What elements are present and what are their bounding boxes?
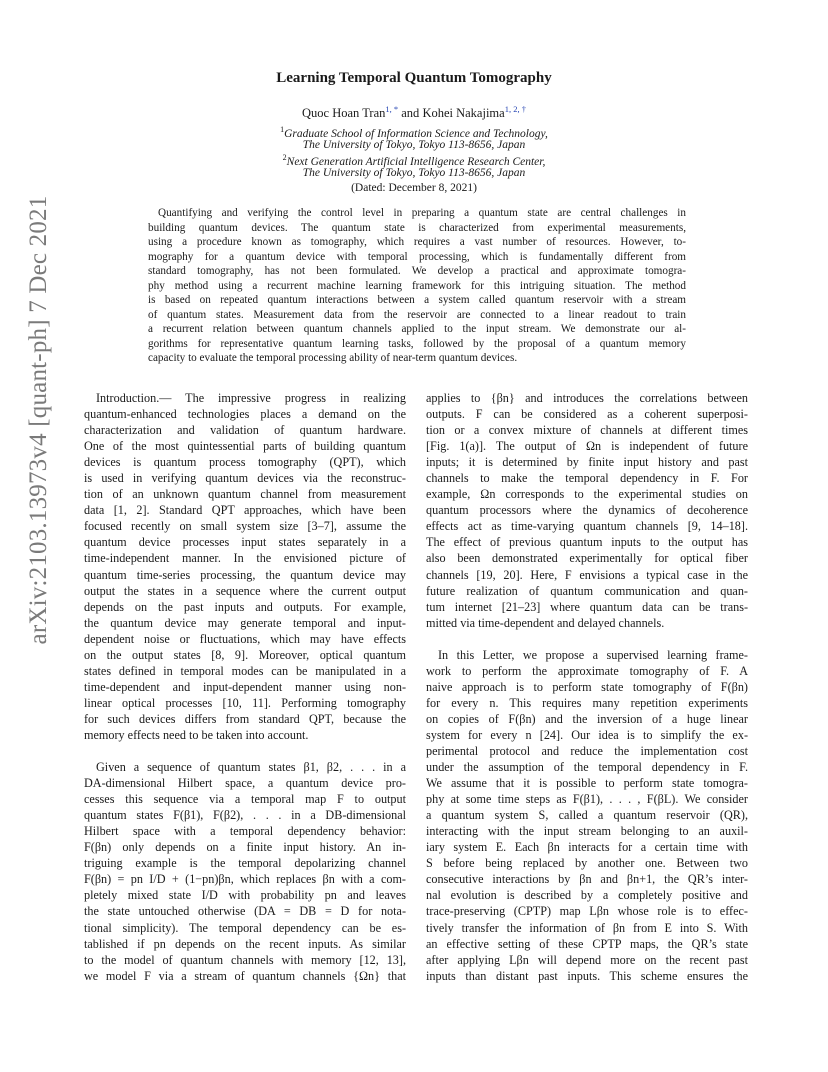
- body-text-line: quantum device processes input states separately in a: [84, 535, 406, 550]
- body-text-line: dependent noise or fluctuations, which may have effects: [84, 631, 406, 646]
- abstract-line: gorithms for representative quantum learning tasks, followed by the proposal of a quantum memory: [148, 337, 686, 350]
- body-text-line: devices is quantum process tomography (QPT), which: [84, 455, 406, 470]
- body-text-line: tum internet [21–23] where quantum data can be trans-: [426, 599, 748, 614]
- body-text-line: tional simplicity). The temporal dependency can be es-: [84, 920, 406, 935]
- paragraph-gap: [84, 743, 406, 759]
- body-text-line: work to perform the approximate tomography of F. A: [426, 663, 748, 678]
- body-text-line: trace-preserving (CPTP) map Lβn whose role is to effec-: [426, 904, 748, 919]
- body-text-line: for such devices differs from standard QPT, because the: [84, 711, 406, 726]
- body-text-line: also been demonstrated experimentally for optical fiber: [426, 551, 748, 566]
- body-text-line: inputs; it is determined by finite input history and past: [426, 455, 748, 470]
- affiliation-2: [0, 153, 828, 168]
- body-text-line: Hilbert space with a temporal dependency behavior:: [84, 824, 406, 839]
- body-text-line: characterization and validation of quantum hardware.: [84, 423, 406, 438]
- body-text-line: data [1, 2]. Standard QPT approaches, which have been: [84, 503, 406, 518]
- right-column: [426, 390, 748, 984]
- abstract-line: using a procedure known as tomography, which requires a vast number of resources. However, to-: [148, 236, 686, 249]
- body-text-line: future realization of quantum communication and quan-: [426, 583, 748, 598]
- body-text-line: Introduction.— The impressive progress in realizing: [96, 391, 406, 405]
- affiliation-2-address: [0, 167, 828, 179]
- body-text-line: memory effects need to be taken into account.: [84, 727, 309, 742]
- author-line: [0, 104, 828, 121]
- body-text-line: DA-dimensional Hilbert space, a quantum device pro-: [84, 776, 406, 791]
- body-text-line: applies to {βn} and introduces the correlations between: [426, 391, 748, 405]
- body-text-line: channels [19, 20]. Here, F envisions a typical case in the: [426, 567, 748, 582]
- body-text-line: quantum processors where the dynamics of decoherence: [426, 503, 748, 518]
- body-text-line: One of the most quintessential parts of building quantum: [84, 439, 406, 454]
- body-text-line: tablished if pn depends on the recent inputs. As similar: [84, 936, 406, 951]
- paper-title: Learning Temporal Quantum Tomography: [276, 70, 552, 86]
- abstract-line: standard tomography, has not been formulated. We develop a practical and approximate tomogra-: [148, 265, 686, 278]
- body-text-line: is used in verifying quantum devices via the reconstruc-: [84, 471, 406, 486]
- author-affiliation-mark[interactable]: 1, 2, †: [504, 104, 526, 114]
- body-text-line: we model F via a stream of quantum channels {Ωn} that: [84, 968, 406, 983]
- left-column: [84, 390, 406, 984]
- body-text-line: cesses this sequence via a temporal map F to output: [84, 792, 406, 807]
- abstract-line: of quantum states. Measurement data from the reservoir are connected to a linear readout to train: [148, 308, 686, 321]
- body-text-line: In this Letter, we propose a supervised learning frame-: [438, 647, 748, 662]
- affiliation-1: [0, 125, 828, 140]
- body-text-line: perimental protocol and reduce the implementation cost: [426, 743, 748, 758]
- author-name: Kohei Nakajima: [422, 106, 505, 121]
- body-text-line: consecutive interactions by βn and βn+1, the QR’s inter-: [426, 872, 748, 887]
- body-text-line: on the output states [8, 9]. Moreover, optical quantum: [84, 647, 406, 662]
- body-text-line: output the states in a sequence where the current output: [84, 583, 406, 598]
- body-text-line: the quantum device may generate temporal and input-: [84, 615, 406, 630]
- body-text-line: under the assumption of the temporal dependency in F.: [426, 760, 748, 775]
- affiliation-text: Graduate School of Information Science and Technology,: [284, 127, 548, 140]
- author-affiliation-mark[interactable]: 1, *: [385, 104, 399, 114]
- affiliation-text: The University of Tokyo, Tokyo 113-8656, Japan: [302, 167, 526, 179]
- abstract-line: building quantum devices. The quantum state is characterized from experimental measurements,: [148, 221, 686, 234]
- abstract-line: Quantifying and verifying the control level in preparing a quantum state are central challenges in: [158, 207, 686, 219]
- body-text-line: the state untouched otherwise (DA = DB = D for nota-: [84, 904, 406, 919]
- body-text-line: focused recently on small system size [3–7], assume the: [84, 519, 406, 534]
- abstract-line: capacity to evaluate the temporal processing ability of near-term quantum devices.: [148, 352, 518, 365]
- body-text-line: states defined in temporal modes can be manipulated in a: [84, 663, 406, 678]
- body-text-line: quantum-enhanced technologies places a demand on the: [84, 407, 406, 422]
- date-line: (Dated: December 8, 2021): [351, 182, 477, 194]
- body-text-line: on copies of F(βn) and the inversion of a huge linear: [426, 711, 748, 726]
- body-text-line: time-independent manner. In the envisioned picture of: [84, 551, 406, 566]
- body-text-line: after applying Lβn will depend more on the recent past: [426, 952, 748, 967]
- body-text-line: tion or a convex mixture of channels at different times: [426, 423, 748, 438]
- body-text-line: channels to make the temporal dependency in F. For: [426, 471, 748, 486]
- body-text-line: The effect of previous quantum inputs to the output has: [426, 535, 748, 550]
- body-text-line: tion of an unknown quantum channel from measurement: [84, 487, 406, 502]
- body-text-line: quantum states F(β1), F(β2), . . . in a DB-dimensional: [84, 808, 406, 823]
- body-text-line: F(βn) only depends on a finite input history. An in-: [84, 840, 406, 855]
- body-text-line: a quantum system S, called a quantum reservoir (QR),: [426, 808, 748, 823]
- body-text-line: Given a sequence of quantum states β1, β2, . . . in a: [96, 760, 406, 775]
- affiliation-1-address: [0, 139, 828, 151]
- affiliation-number: 1: [280, 125, 285, 134]
- body-text-line: mitted via time-dependent and delayed channels.: [426, 615, 665, 630]
- body-text-line: system for every n [24]. Our idea is to simplify the ex-: [426, 727, 748, 742]
- body-text-line: an effective setting of these CPTP maps, the QR’s state: [426, 936, 748, 951]
- author-separator: and: [398, 106, 423, 121]
- body-text-line: interacting with the input stream belonging to an auxil-: [426, 824, 748, 839]
- body-text-line: [Fig. 1(a)]. The output of Ωn is independent of future: [426, 439, 748, 454]
- affiliation-number: 2: [282, 153, 287, 162]
- body-text-line: example, Ωn corresponds to the experimental studies on: [426, 487, 748, 502]
- body-text-line: to the model of quantum channels with memory [12, 13],: [84, 952, 406, 967]
- body-text-line: depends on the past inputs and outputs. For example,: [84, 599, 406, 614]
- body-text-line: We assume that it is possible to perform state tomogra-: [426, 776, 748, 791]
- body-text-line: iary system E. Each βn interacts for a certain time with: [426, 840, 748, 855]
- body-text-line: tively transfer the information of βn from E into S. With: [426, 920, 748, 935]
- body-text-line: phy at some time steps as F(β1), . . . , F(βL). We consider: [426, 792, 748, 807]
- abstract-line: a recurrent relation between quantum channels applied to the input stream. We demonstrate our al-: [148, 323, 686, 336]
- arxiv-identifier: arXiv:2103.13973v4 [quant-ph] 7 Dec 2021: [25, 195, 52, 645]
- arxiv-sidebar-stamp: [8, 180, 70, 660]
- affiliation-text: The University of Tokyo, Tokyo 113-8656, Japan: [302, 139, 526, 151]
- abstract: [148, 206, 686, 366]
- body-text-line: F(βn) = pn I/D + (1−pn)βn, which replaces βn with a com-: [84, 872, 406, 887]
- affiliation-text: Next Generation Artificial Intelligence Research Center,: [286, 155, 546, 168]
- abstract-line: is based on repeated quantum interactions between a system called quantum reservoir with a stream: [148, 294, 686, 307]
- body-text-line: linear optical processes [10, 11]. Performing tomography: [84, 695, 406, 710]
- body-text-line: outputs. F can be considered as a coherent superposi-: [426, 407, 748, 422]
- abstract-line: mography for a quantum device with temporal processing, which is fundamentally different from: [148, 250, 686, 263]
- body-text-line: triguing example is the temporal depolarizing channel: [84, 856, 406, 871]
- body-text-line: effects act as time-varying quantum channels [9, 14–18].: [426, 519, 748, 534]
- body-text-line: S before being replaced by another one. Between two: [426, 856, 748, 871]
- body-text-line: nal evolution is described by a completely positive and: [426, 888, 748, 903]
- abstract-line: phy method using a recurrent machine learning framework for this intriguing situation. The method: [148, 279, 686, 292]
- body-text-line: pletely mixed state I/D with probability pn and leaves: [84, 888, 406, 903]
- body-text-line: naive approach is to perform state tomography of F(βn): [426, 679, 748, 694]
- paragraph-gap: [426, 631, 748, 647]
- body-text-line: quantum time-series processing, the quantum device may: [84, 567, 406, 582]
- author-name: Quoc Hoan Tran: [302, 106, 386, 121]
- body-text-line: for every n. This requires many repetition experiments: [426, 695, 748, 710]
- body-text-line: time-dependent and input-dependent manner using non-: [84, 679, 406, 694]
- body-text-line: inputs than distant past inputs. This scheme ensures the: [426, 968, 748, 983]
